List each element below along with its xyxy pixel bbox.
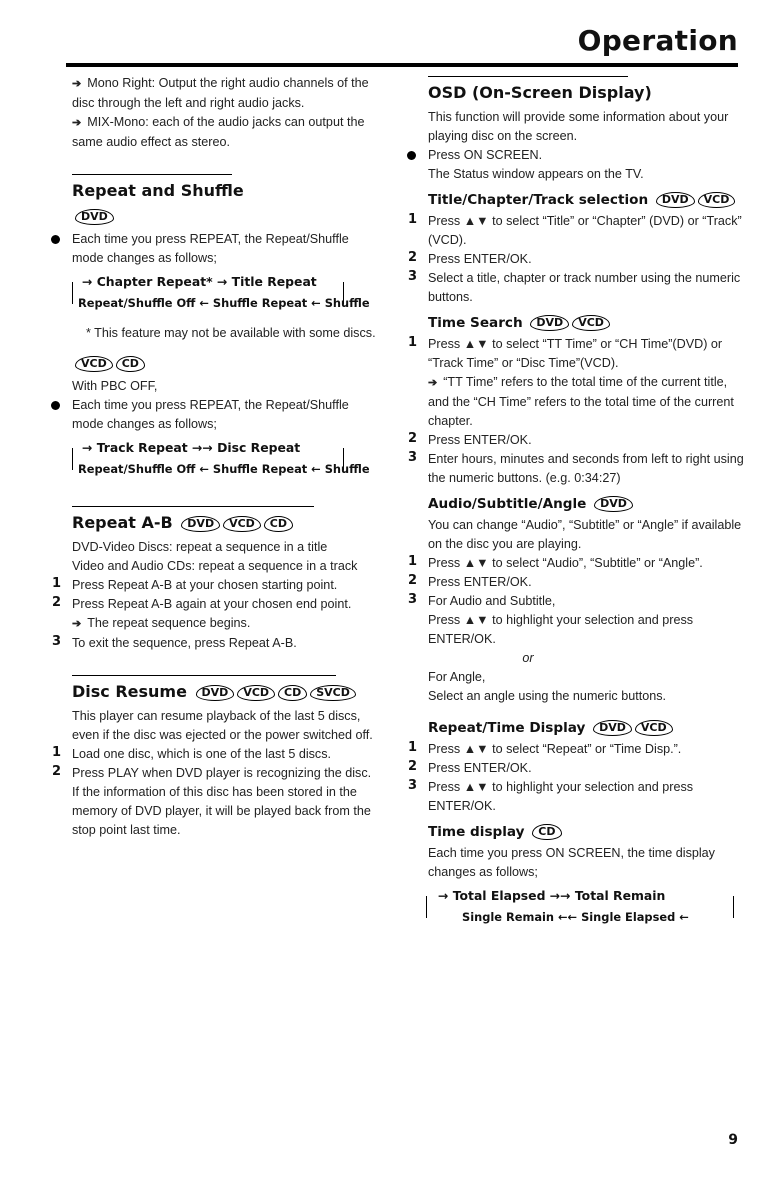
dvd-badge: DVD bbox=[593, 720, 632, 736]
vcd-bullet-text: Each time you press REPEAT, the Repeat/Shuffle mode changes as follows; bbox=[72, 398, 349, 431]
heading-repeat-time-display: Repeat/Time Display DVD VCD bbox=[428, 720, 746, 736]
vcd-badge: VCD bbox=[237, 685, 275, 701]
list-item: 3 Press ▲▼ to highlight your selection and press ENTER/OK. bbox=[428, 778, 746, 816]
section-rule bbox=[72, 174, 232, 175]
list-item: 2 Press ENTER/OK. bbox=[428, 759, 746, 778]
mono-right-text: ➔ Mono Right: Output the right audio channels of the disc through the left and right audio jacks. bbox=[72, 74, 380, 113]
heading-disc-resume: Disc Resume DVD VCD CD SVCD bbox=[72, 682, 380, 701]
step-text: Press ENTER/OK. bbox=[428, 433, 532, 447]
section-rule bbox=[72, 506, 314, 507]
heading-osd: OSD (On-Screen Display) bbox=[428, 83, 652, 102]
heading-time-display: Time display CD bbox=[428, 824, 746, 840]
cd-badge: CD bbox=[264, 516, 293, 532]
vcd-badge: VCD bbox=[635, 720, 673, 736]
svcd-badge: SVCD bbox=[310, 685, 356, 701]
osd-text: This function will provide some information about your playing disc on the screen. bbox=[428, 110, 729, 143]
list-item: 1 Press ▲▼ to select “Title” or “Chapter” (DVD) or “Track” (VCD). bbox=[428, 212, 746, 250]
list-item: 2 Press ENTER/OK. bbox=[428, 250, 746, 269]
repeat-flow-dvd bbox=[72, 274, 380, 320]
dvd-badge: DVD bbox=[656, 192, 695, 208]
step-text: Press ENTER/OK. bbox=[428, 252, 532, 266]
list-item: 1 Press ▲▼ to select “Repeat” or “Time Disp.”. bbox=[428, 740, 746, 759]
header-rule bbox=[66, 63, 738, 67]
page-number: 9 bbox=[728, 1132, 738, 1148]
or-text: or bbox=[522, 651, 534, 665]
list-item: 2 Press ENTER/OK. bbox=[428, 573, 746, 592]
step-text: To exit the sequence, press Repeat A-B. bbox=[72, 636, 297, 650]
list-item: 2 Press PLAY when DVD player is recognizing the disc. If the information of this disc has been stored in the memory of DVD player, it will be played back from the stop point last time. bbox=[72, 764, 380, 840]
list-item bbox=[72, 396, 380, 434]
section-repeat-ab bbox=[52, 506, 380, 653]
time-display-text: Each time you press ON SCREEN, the time display changes as follows; bbox=[428, 846, 715, 879]
flow-top: → Track Repeat →→ Disc Repeat bbox=[82, 440, 301, 455]
bullet-icon bbox=[51, 235, 60, 244]
dvd-badge: DVD bbox=[75, 209, 114, 225]
step-text: Enter hours, minutes and seconds from left to right using the numeric buttons. (e.g. 0:34:27) bbox=[428, 452, 744, 485]
step-text: Press ▲▼ to select “Audio”, “Subtitle” or “Angle”. bbox=[428, 556, 703, 570]
heading-repeat-ab: Repeat A-B DVD VCD CD bbox=[72, 513, 380, 532]
heading-time-search: Time Search DVD VCD bbox=[428, 315, 746, 331]
step-text: Press Repeat A-B at your chosen starting point. bbox=[72, 578, 338, 592]
repeat-ab-cd-text: Video and Audio CDs: repeat a sequence in a track bbox=[72, 559, 358, 573]
pbc-text: With PBC OFF, bbox=[72, 379, 158, 393]
list-item: 3 For Audio and Subtitle, Press ▲▼ to highlight your selection and press ENTER/OK. or For Angle, Select an angle using the numeric buttons. bbox=[428, 592, 746, 706]
step-text: Press ▲▼ to select “Title” or “Chapter” (DVD) or “Track” (VCD). bbox=[428, 214, 742, 247]
flow-label: Disc Repeat bbox=[217, 440, 301, 455]
audio-intro-text: You can change “Audio”, “Subtitle” or “Angle” if available on the disc you are playing. bbox=[428, 518, 742, 551]
page-title: Operation bbox=[577, 24, 738, 57]
flow-label: Track Repeat bbox=[96, 440, 188, 455]
heading-repeat-shuffle: Repeat and Shuffle bbox=[72, 181, 244, 200]
cd-badge: CD bbox=[278, 685, 307, 701]
dvd-badge: DVD bbox=[530, 315, 569, 331]
right-column bbox=[408, 74, 746, 938]
list-item: 3 Select a title, chapter or track number using the numeric buttons. bbox=[428, 269, 746, 307]
vcd-badge: VCD bbox=[223, 516, 261, 532]
left-column bbox=[52, 74, 380, 840]
step-text: Press ENTER/OK. bbox=[428, 761, 532, 775]
dvd-badge: DVD bbox=[196, 685, 235, 701]
step-text: For Angle, bbox=[428, 670, 486, 684]
flow-top: → Total Elapsed →→ Total Remain bbox=[438, 888, 666, 903]
section-osd bbox=[428, 76, 746, 184]
flow-bottom: Repeat/Shuffle Off ← Shuffle Repeat ← Shuffle bbox=[78, 462, 370, 476]
step-text: Press PLAY when DVD player is recognizing the disc. If the information of this disc has been stored in the memory of DVD player, it will be played back from the stop point last time. bbox=[72, 766, 372, 837]
step-text: Press ▲▼ to highlight your selection and press ENTER/OK. bbox=[428, 780, 694, 813]
flow-label: Title Repeat bbox=[231, 274, 317, 289]
heading-audio-subtitle-angle: Audio/Subtitle/Angle DVD bbox=[428, 496, 746, 512]
vcd-badge: VCD bbox=[572, 315, 610, 331]
step-text: Press ▲▼ to select “Repeat” or “Time Disp.”. bbox=[428, 742, 682, 756]
section-rule bbox=[428, 76, 628, 77]
step-text: Press ▲▼ to highlight your selection and press ENTER/OK. bbox=[428, 613, 694, 646]
footnote: * This feature may not be available with some discs. bbox=[86, 326, 376, 340]
vcd-badge: VCD bbox=[698, 192, 736, 208]
mix-mono-text: ➔ MIX-Mono: each of the audio jacks can output the same audio effect as stereo. bbox=[72, 113, 380, 152]
cd-badge: CD bbox=[116, 356, 145, 372]
dvd-badge: DVD bbox=[594, 496, 633, 512]
list-item bbox=[428, 146, 746, 165]
step-sub-text: ➔ “TT Time” refers to the total time of the current title, and the “CH Time” refers to the total time of the current chapter. bbox=[428, 373, 746, 431]
step-text: Load one disc, which is one of the last 5 discs. bbox=[72, 747, 332, 761]
time-display-flow bbox=[428, 888, 746, 934]
bullet-icon bbox=[407, 151, 416, 160]
flow-bottom: Repeat/Shuffle Off ← Shuffle Repeat ← Shuffle bbox=[78, 296, 370, 310]
step-text: Press ▲▼ to select “TT Time” or “CH Time”(DVD) or “Track Time” or “Disc Time”(VCD). bbox=[428, 337, 723, 370]
section-repeat-shuffle bbox=[72, 174, 380, 486]
list-item: 2 Press ENTER/OK. bbox=[428, 431, 746, 450]
flow-label: Total Elapsed bbox=[452, 888, 546, 903]
flow-bottom: Single Remain ←← Single Elapsed ← bbox=[462, 910, 689, 924]
dvd-badge: DVD bbox=[181, 516, 220, 532]
list-item: 3 Enter hours, minutes and seconds from left to right using the numeric buttons. (e.g. 0:34:27) bbox=[428, 450, 746, 488]
list-item: 2 Press Repeat A-B again at your chosen end point. ➔ The repeat sequence begins. bbox=[72, 595, 380, 634]
list-item: 1 Load one disc, which is one of the last 5 discs. bbox=[72, 745, 380, 764]
step-text: Select a title, chapter or track number using the numeric buttons. bbox=[428, 271, 741, 304]
list-item: 1 Press ▲▼ to select “Audio”, “Subtitle” or “Angle”. bbox=[428, 554, 746, 573]
list-item: 3 To exit the sequence, press Repeat A-B. bbox=[72, 634, 380, 653]
list-item bbox=[72, 230, 380, 268]
repeat-ab-dvd-text: DVD-Video Discs: repeat a sequence in a title bbox=[72, 540, 328, 554]
flow-label: Single Remain bbox=[462, 910, 555, 924]
list-item: 1 Press Repeat A-B at your chosen starting point. bbox=[72, 576, 380, 595]
step-text: Select an angle using the numeric buttons. bbox=[428, 689, 667, 703]
repeat-flow-vcd bbox=[72, 440, 380, 486]
flow-label: Total Remain bbox=[574, 888, 666, 903]
vcd-badge: VCD bbox=[75, 356, 113, 372]
osd-bullet-text: Press ON SCREEN. bbox=[428, 148, 543, 162]
disc-resume-text: This player can resume playback of the last 5 discs, even if the disc was ejected or the power switched off. bbox=[72, 709, 373, 742]
section-disc-resume bbox=[52, 675, 380, 840]
step-text: Press Repeat A-B again at your chosen end point. bbox=[72, 597, 352, 611]
flow-top: → Chapter Repeat* → Title Repeat bbox=[82, 274, 317, 289]
flow-label: Single Elapsed bbox=[581, 910, 676, 924]
dvd-bullet-text: Each time you press REPEAT, the Repeat/Shuffle mode changes as follows; bbox=[72, 232, 349, 265]
bullet-icon bbox=[51, 401, 60, 410]
osd-after-text: The Status window appears on the TV. bbox=[428, 167, 644, 181]
step-text: Press ENTER/OK. bbox=[428, 575, 532, 589]
step-text: For Audio and Subtitle, bbox=[428, 594, 556, 608]
heading-title-selection: Title/Chapter/Track selection DVD VCD bbox=[428, 192, 746, 208]
step-sub-text: ➔ The repeat sequence begins. bbox=[72, 614, 380, 634]
cd-badge: CD bbox=[532, 824, 561, 840]
flow-label: Chapter Repeat* bbox=[96, 274, 213, 289]
list-item: 1 Press ▲▼ to select “TT Time” or “CH Time”(DVD) or “Track Time” or “Disc Time”(VCD). ➔ “TT Time” refers to the total time of the current title, and the “CH Time” refers to the total time of the current chapter. bbox=[428, 335, 746, 431]
section-rule bbox=[72, 675, 336, 676]
